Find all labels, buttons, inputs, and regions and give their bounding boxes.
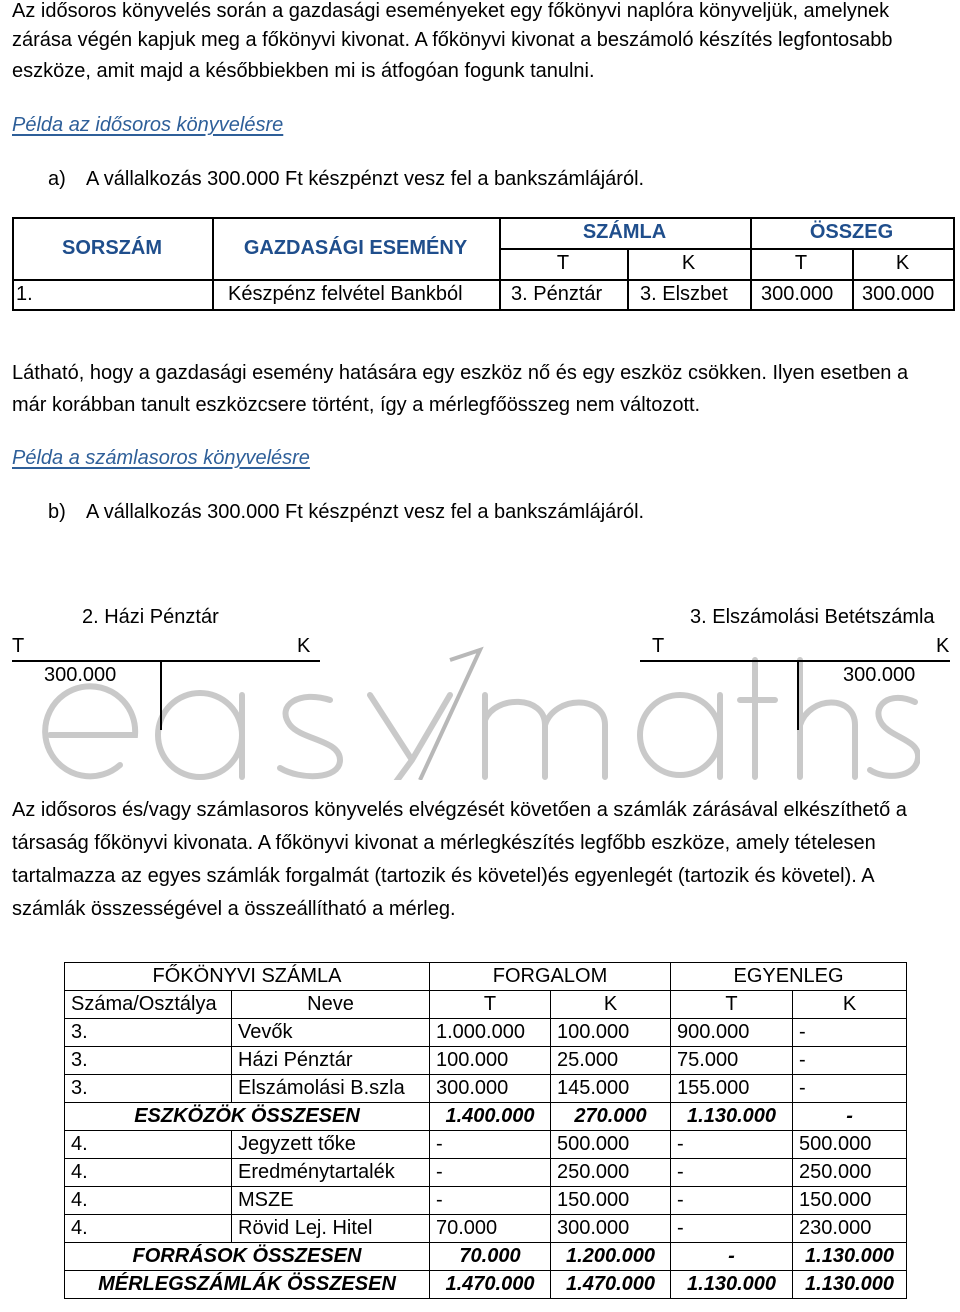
- cell-szama: 4.: [65, 1187, 232, 1215]
- row-k-account: 3. Elszbet: [640, 283, 728, 305]
- intro-line-3: eszköze, amit majd a későbbiekben mi is átfogóan fogunk tanulni.: [12, 60, 595, 82]
- cell-egyenleg-k: 1.130.000: [793, 1271, 907, 1299]
- subtotal-row-forrasok: [65, 1243, 907, 1271]
- cell-neve: Elszámolási B.szla: [232, 1075, 430, 1103]
- summary-line-4: számlák összességével a összeállítható a mérleg.: [12, 898, 456, 920]
- t-account-right-vline: [797, 660, 799, 730]
- t-account-right-k-value: 300.000: [843, 664, 916, 686]
- col-sorszam: SORSZÁM: [62, 236, 162, 259]
- cell-egyenleg-t: -: [671, 1159, 793, 1187]
- t-account-right-t: T: [652, 635, 665, 657]
- cell-egyenleg-k: 250.000: [793, 1159, 907, 1187]
- cell-forgalom-t: 1.000.000: [430, 1019, 551, 1047]
- row-event: Készpénz felvétel Bankból: [228, 283, 463, 305]
- label-eszkozok-osszesen: ESZKÖZÖK ÖSSZESEN: [65, 1103, 430, 1131]
- example-1-text: A vállalkozás 300.000 Ft készpénzt vesz fel a bankszámlájáról.: [86, 168, 645, 190]
- note-line-1: Látható, hogy a gazdasági esemény hatására egy eszköz nő és egy eszköz csökken. Ilyen esetben a: [12, 362, 909, 384]
- cell-neve: Eredménytartalék: [232, 1159, 430, 1187]
- cell-forgalom-t: -: [430, 1131, 551, 1159]
- sub-osszeg-t: T: [794, 252, 808, 274]
- summary-line-2: társaság főkönyvi kivonata. A főkönyvi kivonat a mérlegkészítés legfőbb eszköze, amely tételesen: [12, 832, 876, 854]
- cell-egyenleg-t: -: [671, 1243, 793, 1271]
- header-egyenleg-k: K: [793, 991, 907, 1019]
- cell-neve: MSZE: [232, 1187, 430, 1215]
- intro-line-1: Az idősoros könyvelés során a gazdasági eseményeket egy főkönyvi naplóra könyveljük, amelynek: [12, 0, 890, 22]
- note-line-2: már korábban tanult eszközcsere történt, így a mérlegfőösszeg nem változott.: [12, 394, 701, 416]
- cell-egyenleg-k: -: [793, 1103, 907, 1131]
- cell-szama: 4.: [65, 1131, 232, 1159]
- t-account-left-t-value: 300.000: [44, 664, 117, 686]
- header-egyenleg-t: T: [671, 991, 793, 1019]
- t-account-right-title: 3. Elszámolási Betétszámla: [690, 606, 935, 628]
- cell-egyenleg-t: 75.000: [671, 1047, 793, 1075]
- example-2-label: b): [48, 501, 66, 523]
- table-row: [65, 1159, 907, 1187]
- example-2-text: A vállalkozás 300.000 Ft készpénzt vesz fel a bankszámlájáról.: [86, 501, 645, 523]
- cell-forgalom-k: 1.470.000: [551, 1271, 671, 1299]
- label-merlegszamlak-osszesen: MÉRLEGSZÁMLÁK ÖSSZESEN: [65, 1271, 430, 1299]
- cell-neve: Házi Pénztár: [232, 1047, 430, 1075]
- ledger-header-row-1: [65, 963, 907, 991]
- cell-egyenleg-k: -: [793, 1075, 907, 1103]
- cell-forgalom-k: 1.200.000: [551, 1243, 671, 1271]
- label-forrasok-osszesen: FORRÁSOK ÖSSZESEN: [65, 1243, 430, 1271]
- cell-forgalom-k: 100.000: [551, 1019, 671, 1047]
- cell-szama: 4.: [65, 1159, 232, 1187]
- cell-egyenleg-k: -: [793, 1019, 907, 1047]
- t-account-left-vline: [160, 660, 162, 730]
- cell-egyenleg-t: 900.000: [671, 1019, 793, 1047]
- table-row: [65, 1075, 907, 1103]
- cell-egyenleg-t: -: [671, 1131, 793, 1159]
- cell-egyenleg-t: -: [671, 1215, 793, 1243]
- header-szama: Száma/Osztálya: [65, 991, 232, 1019]
- cell-forgalom-t: 100.000: [430, 1047, 551, 1075]
- cell-szama: 3.: [65, 1019, 232, 1047]
- cell-forgalom-k: 300.000: [551, 1215, 671, 1243]
- example-2-heading: Példa a számlasoros könyvelésre: [12, 447, 310, 469]
- cell-egyenleg-k: -: [793, 1047, 907, 1075]
- sub-szamla-t: T: [556, 252, 570, 274]
- cell-forgalom-k: 25.000: [551, 1047, 671, 1075]
- example-1-heading: Példa az idősoros könyvelésre: [12, 114, 284, 136]
- row-t-account: 3. Pénztár: [511, 283, 603, 305]
- sub-osszeg-k: K: [895, 252, 910, 274]
- sub-szamla-k: K: [681, 252, 696, 274]
- cell-forgalom-k: 250.000: [551, 1159, 671, 1187]
- header-egyenleg: EGYENLEG: [671, 963, 907, 991]
- table-row: [65, 1187, 907, 1215]
- cell-egyenleg-k: 150.000: [793, 1187, 907, 1215]
- t-account-right-k: K: [936, 635, 950, 657]
- summary-line-1: Az idősoros és/vagy számlasoros könyvelés elvégzését követően a számlák zárásával elkészíthető a: [12, 799, 907, 821]
- journal-table: [12, 217, 955, 310]
- t-account-right-hline: [640, 660, 950, 662]
- example-1-label: a): [48, 168, 66, 190]
- t-account-left-title: 2. Házi Pénztár: [82, 606, 219, 628]
- summary-line-3: tartalmazza az egyes számlák forgalmát (tartozik és követel)és egyenlegét (tartozik és követel). A: [12, 865, 875, 887]
- table-row: [65, 1131, 907, 1159]
- cell-forgalom-k: 150.000: [551, 1187, 671, 1215]
- t-account-left-hline: [12, 660, 320, 662]
- subtotal-row-eszkozok: [65, 1103, 907, 1131]
- ledger-header-row-2: [65, 991, 907, 1019]
- cell-forgalom-t: 70.000: [430, 1243, 551, 1271]
- cell-egyenleg-k: 230.000: [793, 1215, 907, 1243]
- total-row-merlegszamlak: [65, 1271, 907, 1299]
- cell-forgalom-k: 145.000: [551, 1075, 671, 1103]
- ledger-table: [64, 962, 907, 1299]
- cell-egyenleg-k: 1.130.000: [793, 1243, 907, 1271]
- col-osszeg: ÖSSZEG: [809, 221, 894, 243]
- table-row: [65, 1047, 907, 1075]
- intro-line-2: zárása végén kapjuk meg a főkönyvi kivonat. A főkönyvi kivonat a beszámoló készítés legfontosabb: [12, 29, 893, 51]
- header-forgalom: FORGALOM: [430, 963, 671, 991]
- header-forgalom-k: K: [551, 991, 671, 1019]
- cell-forgalom-t: 300.000: [430, 1075, 551, 1103]
- col-gazdasagi-esemeny: GAZDASÁGI ESEMÉNY: [243, 236, 468, 259]
- table-row: [65, 1019, 907, 1047]
- cell-forgalom-k: 500.000: [551, 1131, 671, 1159]
- col-szamla: SZÁMLA: [582, 221, 667, 243]
- cell-forgalom-t: -: [430, 1187, 551, 1215]
- cell-neve: Rövid Lej. Hitel: [232, 1215, 430, 1243]
- row-k-amount: 300.000: [862, 283, 935, 305]
- cell-egyenleg-t: 1.130.000: [671, 1271, 793, 1299]
- cell-forgalom-t: 1.400.000: [430, 1103, 551, 1131]
- row-t-amount: 300.000: [761, 283, 834, 305]
- cell-forgalom-k: 270.000: [551, 1103, 671, 1131]
- cell-szama: 4.: [65, 1215, 232, 1243]
- cell-egyenleg-t: 155.000: [671, 1075, 793, 1103]
- header-fokonyvi-szamla: FŐKÖNYVI SZÁMLA: [65, 963, 430, 991]
- cell-szama: 3.: [65, 1047, 232, 1075]
- cell-egyenleg-t: -: [671, 1187, 793, 1215]
- cell-szama: 3.: [65, 1075, 232, 1103]
- cell-forgalom-t: 1.470.000: [430, 1271, 551, 1299]
- t-account-left-t: T: [12, 635, 25, 657]
- cell-egyenleg-t: 1.130.000: [671, 1103, 793, 1131]
- table-row: [65, 1215, 907, 1243]
- header-neve: Neve: [232, 991, 430, 1019]
- cell-neve: Vevők: [232, 1019, 430, 1047]
- row-num: 1.: [16, 283, 33, 305]
- t-account-left-k: K: [297, 635, 311, 657]
- cell-egyenleg-k: 500.000: [793, 1131, 907, 1159]
- cell-neve: Jegyzett tőke: [232, 1131, 430, 1159]
- header-forgalom-t: T: [430, 991, 551, 1019]
- cell-forgalom-t: -: [430, 1159, 551, 1187]
- cell-forgalom-t: 70.000: [430, 1215, 551, 1243]
